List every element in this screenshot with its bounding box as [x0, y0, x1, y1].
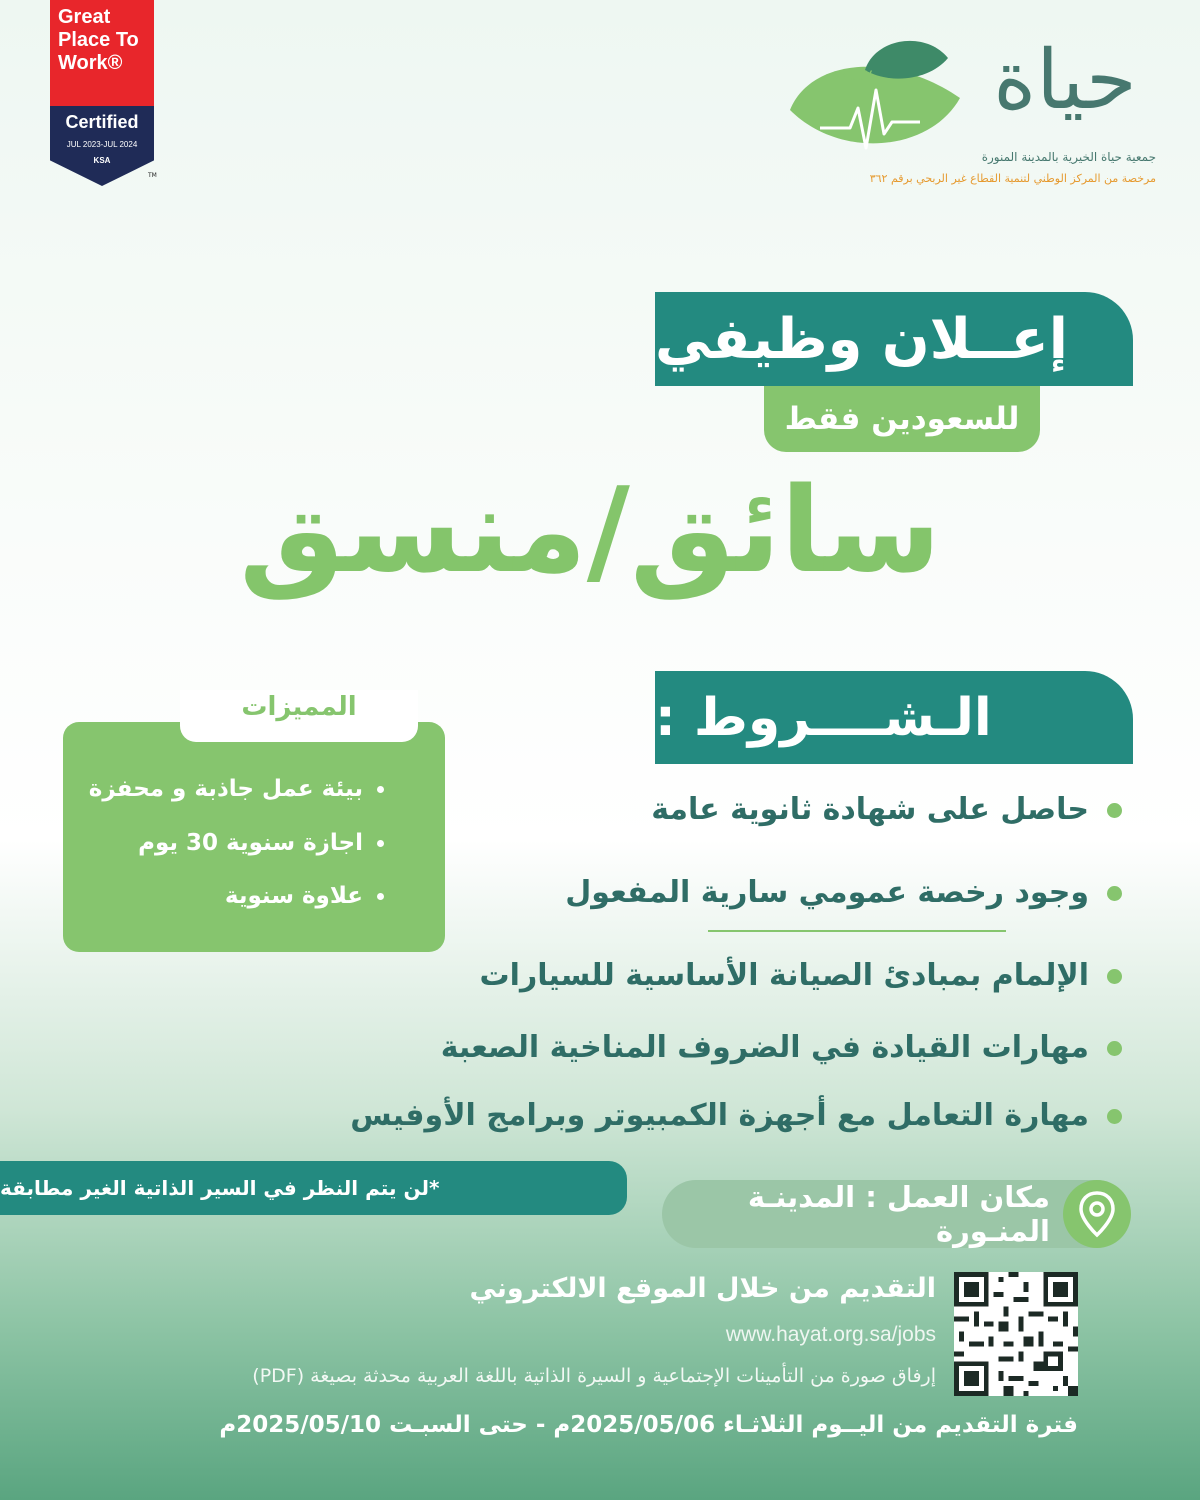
gptw-date-range: JUL 2023-JUL 2024 — [66, 140, 138, 149]
benefits-heading: المميزات — [241, 692, 357, 722]
announcement-title: إعــلان وظيفي — [655, 306, 1068, 372]
qr-code-icon[interactable] — [954, 1272, 1078, 1396]
bullet-icon — [1107, 886, 1122, 901]
location-text: مكان العمل : المدينـة المنـورة — [747, 1180, 1050, 1248]
gptw-trademark: TM — [148, 172, 157, 179]
benefit-item: بيئة عمل جاذبة و محفزة — [89, 776, 384, 802]
job-title: سائق/منسق — [239, 461, 941, 599]
condition-item: وجود رخصة عمومي سارية المفعول — [565, 875, 1122, 910]
benefit-item: اجازة سنوية 30 يوم — [138, 830, 384, 856]
apply-attachments: إرفاق صورة من التأمينات الإجتماعية و السيرة الذاتية باللغة العربية محدثة بصيغة (PDF) — [252, 1365, 936, 1387]
announcement-banner — [655, 292, 1133, 386]
bullet-icon — [1107, 969, 1122, 984]
location-pin-icon — [1078, 1190, 1116, 1238]
condition-item: مهارات القيادة في الضروف المناخية الصعبة — [441, 1030, 1122, 1065]
org-subtitle: جمعية حياة الخيرية بالمدينة المنورة — [981, 150, 1156, 164]
gptw-badge — [42, 0, 160, 186]
note-banner — [0, 1161, 627, 1215]
leaf-heartbeat-logo-icon — [780, 30, 980, 170]
apply-url-link[interactable]: www.hayat.org.sa/jobs — [725, 1323, 936, 1346]
eligibility-tag — [764, 386, 1040, 452]
gptw-country: KSA — [93, 156, 111, 165]
condition-item: الإلمام بمبادئ الصيانة الأساسية للسيارات — [480, 958, 1122, 993]
condition-item: مهارة التعامل مع أجهزة الكمبيوتر وبرامج الأوفيس — [350, 1098, 1122, 1133]
application-period: فترة التقديم من اليــوم الثلاثـاء 2025/05/06م - حتى السبـت 2025/05/10م — [219, 1412, 1078, 1438]
divider — [708, 930, 1006, 932]
eligibility-text: للسعودين فقط — [784, 401, 1020, 437]
org-name: حياة — [993, 33, 1137, 128]
conditions-banner — [655, 671, 1133, 764]
logo-year: ١٤٤٧هـ — [828, 66, 873, 84]
benefit-item: علاوة سنوية — [225, 883, 384, 909]
bullet-icon — [1107, 803, 1122, 818]
note-text: *لن يتم النظر في السير الذاتية الغير مطابقة — [0, 1176, 440, 1200]
bullet-icon — [377, 786, 384, 793]
gptw-badge-title: Great Place To Work® — [58, 6, 139, 74]
bullet-icon — [377, 893, 384, 900]
condition-item: حاصل على شهادة ثانوية عامة — [651, 792, 1122, 827]
gptw-certified-label: Certified — [65, 112, 139, 132]
bullet-icon — [1107, 1041, 1122, 1056]
bullet-icon — [377, 840, 384, 847]
org-license: مرخصة من المركز الوطني لتنمية القطاع غير الربحي برقم ٣٦٢ — [869, 172, 1156, 185]
conditions-heading: الـشــــروط : — [655, 687, 992, 748]
apply-title: التقديم من خلال الموقع الالكتروني — [469, 1273, 936, 1304]
bullet-icon — [1107, 1109, 1122, 1124]
